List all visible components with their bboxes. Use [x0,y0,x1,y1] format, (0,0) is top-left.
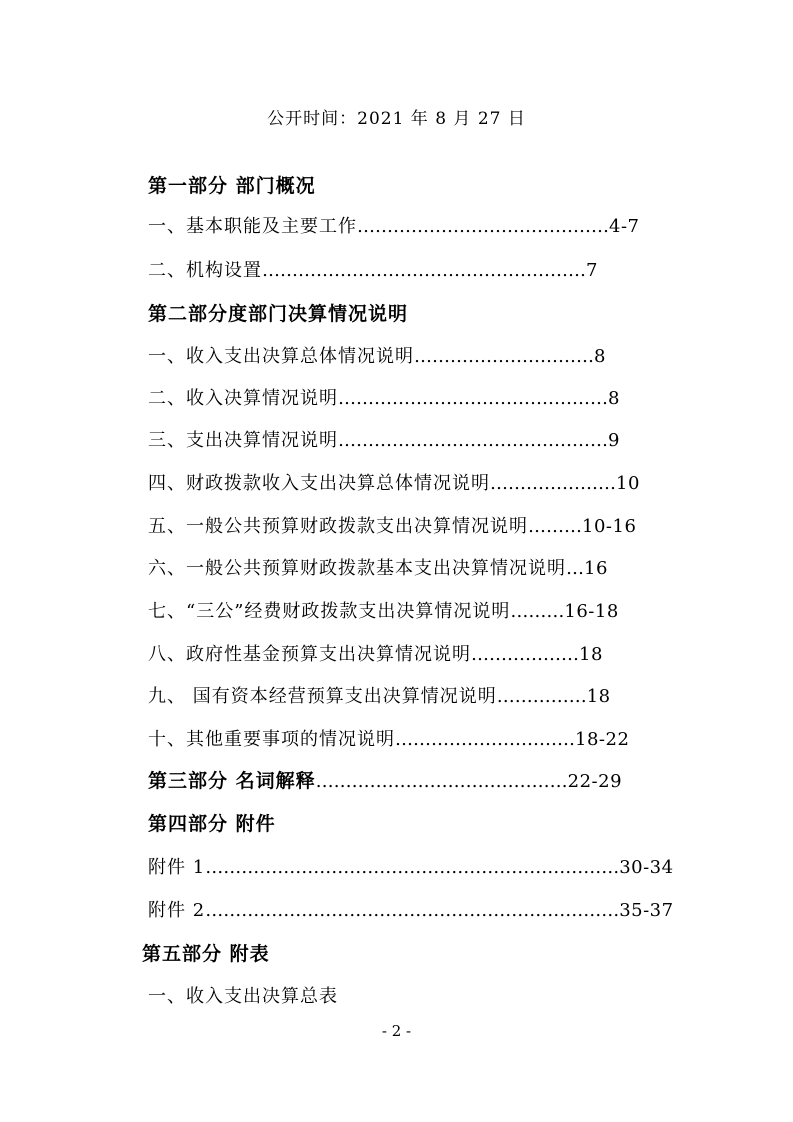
part1-heading: 第一部分 部门概况 [148,175,316,197]
toc-entry [148,556,608,582]
toc-leader-dots: … [566,558,584,579]
toc-page-ref: 18 [586,686,611,707]
toc-entry [148,428,620,454]
toc-entry [148,214,640,240]
toc-page-ref: 10-16 [582,516,637,537]
part4-heading: 第四部分 附件 [148,813,276,835]
toc-entry [148,344,606,370]
toc-entry-label: 七、“三公”经费财政拨款支出决算情况说明 [148,601,511,622]
toc-entry [148,599,619,625]
toc-entry-label: 一、收入支出决算总体情况说明 [148,346,414,367]
toc-page-ref: 35-37 [619,900,674,921]
toc-leader-dots: ……… [510,601,565,622]
toc-leader-dots: …………………………………………………………… [205,900,620,921]
toc-entry [148,898,674,924]
part2-heading: 第二部分度部门决算情况说明 [148,303,409,325]
toc-entry [148,727,629,753]
toc-leader-dots: …………………………………………………………… [205,857,620,878]
toc-entry-label: 三、支出决算情况说明 [148,430,338,451]
toc-entry [148,684,611,710]
toc-entry-label: 附件 2 [148,900,206,921]
toc-entry [148,855,674,881]
toc-page-ref: 16 [584,558,608,579]
toc-entry [148,984,338,1010]
toc-entry-label: 八、政府性基金预算支出决算情况说明 [148,644,471,665]
toc-page-ref: 18 [579,644,603,665]
toc-leader-dots: ……………………………………… [338,388,608,409]
toc-entry-label: 九、 国有资本经营预算支出决算情况说明 [148,686,497,707]
toc-page-ref: 10 [616,473,640,494]
toc-entry-label: 五、一般公共预算财政拨款支出决算情况说明 [148,516,528,537]
toc-entry-label: 二、收入决算情况说明 [148,388,338,409]
toc-leader-dots: ……………………………………………… [262,260,586,281]
toc-page-ref: 9 [608,430,620,451]
toc-entry [148,471,640,497]
toc-entry-label: 四、财政拨款收入支出决算总体情况说明 [148,473,490,494]
toc-page-ref: 16-18 [564,601,619,622]
part3-heading: 第三部分 名词解释 [148,770,316,792]
toc-entry-label: 六、一般公共预算财政拨款基本支出决算情况说明 [148,558,566,579]
toc-leader-dots: …………………………………… [357,216,609,237]
toc-entry [148,258,598,284]
toc-page-ref: 7 [586,260,598,281]
toc-entry [148,642,603,668]
toc-entry [148,514,636,540]
toc-leader-dots: …………………………………… [315,771,568,792]
toc-leader-dots: …………… [496,686,587,707]
toc-entry [148,386,620,412]
toc-leader-dots: ……………………………………… [338,430,608,451]
toc-leader-dots: ……………… [471,644,579,665]
toc-entry-label: 一、基本职能及主要工作 [148,216,357,237]
toc-leader-dots: ……… [528,516,582,537]
toc-page-ref: 8 [594,346,606,367]
publish-date: 公开时间：2021 年 8 月 27 日 [267,109,526,129]
toc-leader-dots: ………………… [490,473,616,494]
toc-page-ref: 18-22 [575,729,630,750]
toc-entry-label: 附件 1 [148,857,206,878]
toc-page-ref: 22-29 [567,771,623,792]
toc-entry-label: 一、收入支出决算总表 [148,986,338,1007]
toc-leader-dots: ………………………… [395,729,575,750]
toc-entry-label: 二、机构设置 [148,260,262,281]
toc-entry-label: 十、其他重要事项的情况说明 [148,729,395,750]
toc-page-ref: 4-7 [609,216,640,237]
page-number: - 2 - [381,1022,412,1040]
part5-heading: 第五部分 附表 [142,943,270,965]
toc-page-ref: 30-34 [619,857,674,878]
toc-page-ref: 8 [608,388,620,409]
toc-entry [148,768,622,795]
toc-leader-dots: ………………………… [414,346,594,367]
